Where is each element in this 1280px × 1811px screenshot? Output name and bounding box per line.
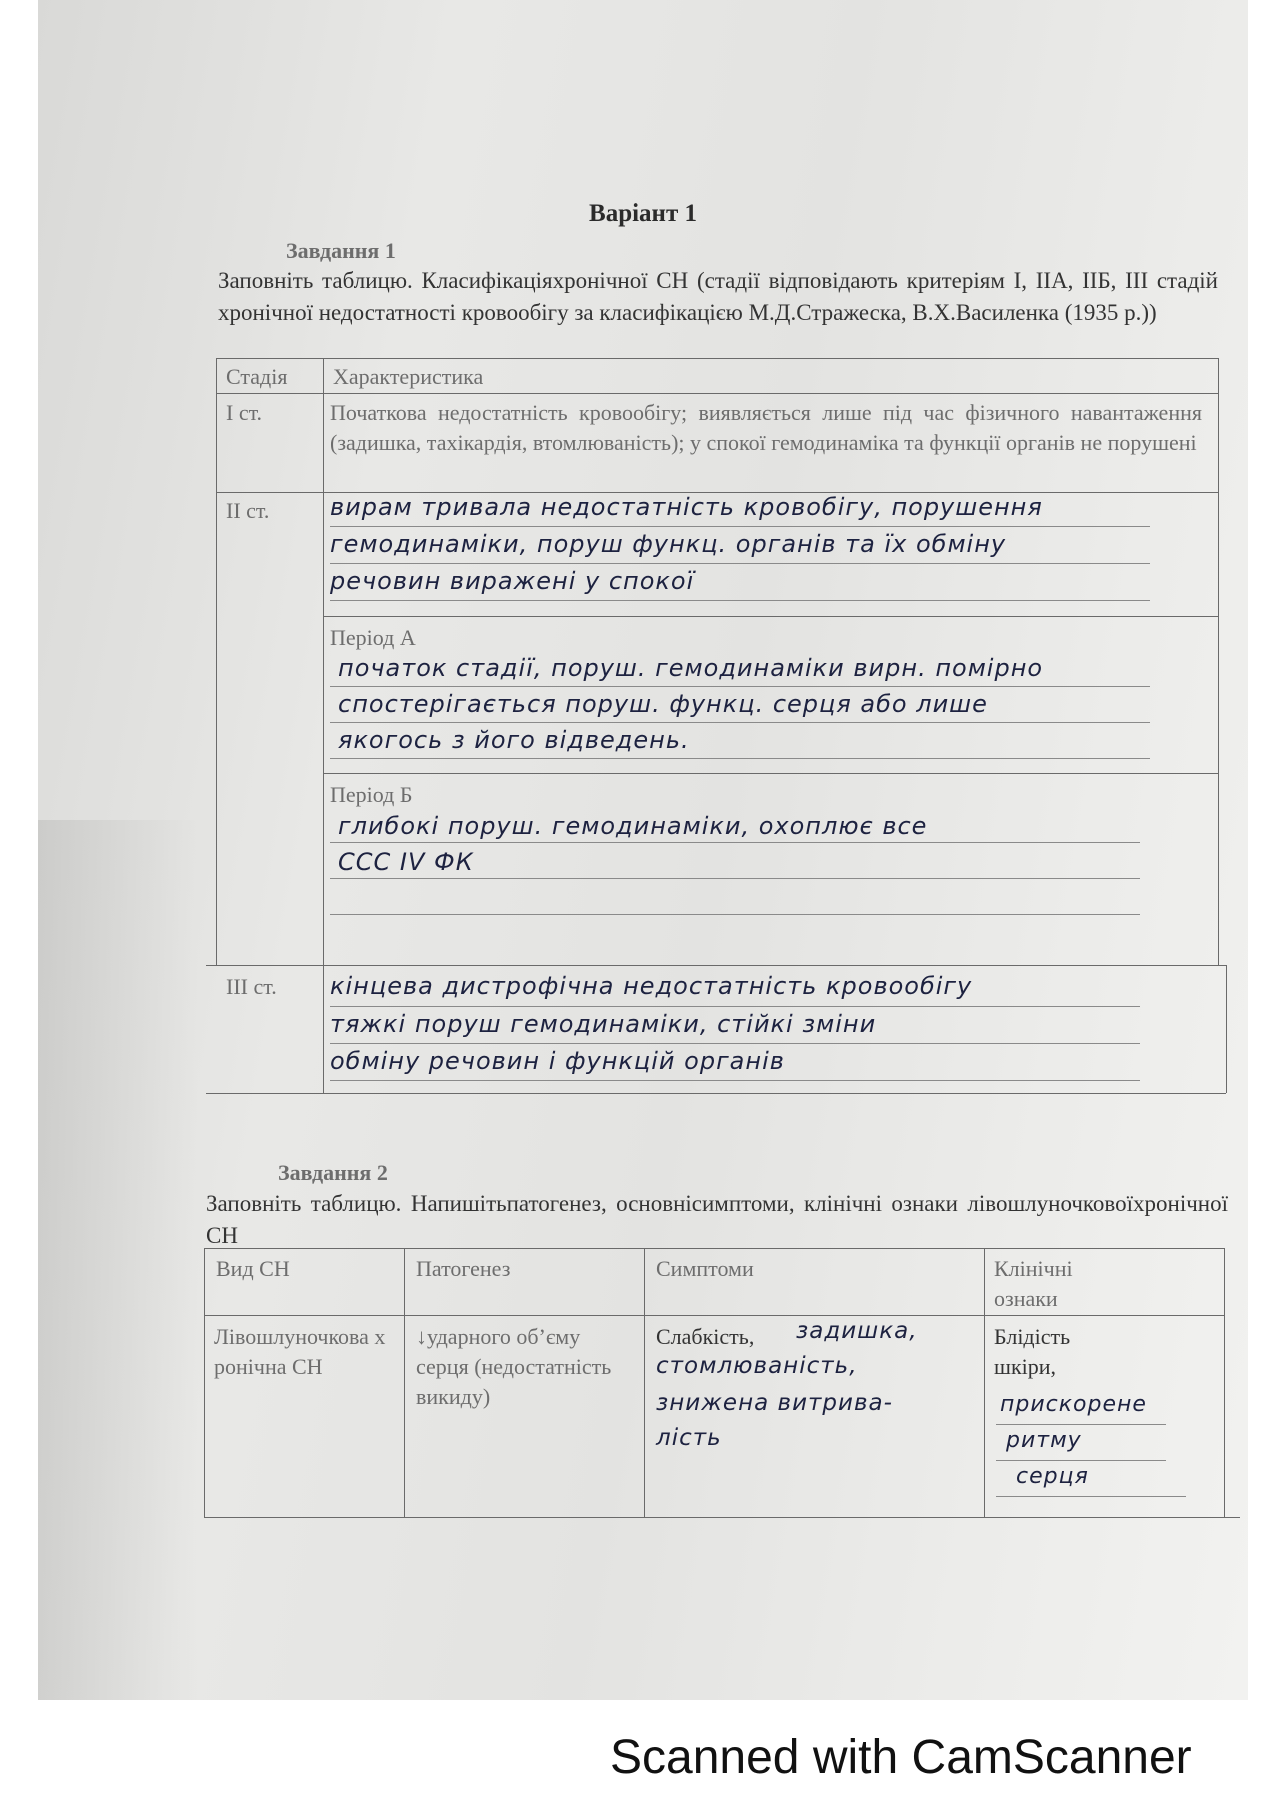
task1-instruction: Заповніть таблицю. Класифікаціяхронічної СН (стадії відповідають критеріям І, ІІА, ІІБ, ІІІ стадій хронічної недостатності кровообігу за класифікацією М.Д.Стражеска, В.Х.Василенка (1935 р.)): [218, 268, 1218, 325]
row-symptoms-printed: Слабкість,: [656, 1324, 755, 1349]
stage3-hand-line-2: тяжкі поруш гемодинаміки, стійкі зміни: [330, 1010, 877, 1038]
period-b-label: Період Б: [330, 782, 413, 807]
stage2-hand-line-2: гемодинаміки, поруш функц. органів та їх обміну: [330, 530, 1007, 558]
stage3-hand-line-3: обміну речовин і функцій органів: [330, 1047, 785, 1075]
page-shadow: [38, 820, 198, 1700]
row-symptoms-hand-1: задишка,: [796, 1318, 918, 1344]
variant-title: Варіант 1: [589, 200, 697, 227]
stage2-hand-line-1: вирам тривала недостатність кровобігу, порушення: [330, 493, 1043, 521]
row-signs-printed: Блідість шкіри,: [994, 1324, 1071, 1379]
header-type: Вид СН: [216, 1256, 290, 1281]
header-symptoms: Симптоми: [656, 1256, 754, 1281]
period-a-label: Період А: [330, 625, 416, 650]
task2-instruction: Заповніть таблицю. Напишітьпатогенез, основнісимптоми, клінічні ознаки лівошлуночковоїхронічної СН: [206, 1191, 1228, 1248]
header-characteristic: Характеристика: [333, 364, 484, 389]
stage2-hand-line-3: речовин виражені у спокої: [330, 567, 695, 595]
stage1-label: І ст.: [226, 400, 263, 425]
task1-title: Завдання 1: [286, 238, 396, 263]
task2-title: Завдання 2: [278, 1160, 388, 1185]
row-type: Лівошлуночкова хронічна СН: [214, 1324, 386, 1379]
row-symptoms-hand-2: стомлюваність,: [656, 1353, 858, 1379]
stage2-label: ІІ ст.: [226, 498, 270, 523]
row-signs-hand-3: серця: [1016, 1464, 1089, 1489]
stage1-text: Початкова недостатність кровообігу; виявляється лише під час фізичного навантаження (задишка, тахікардія, втомлюваність); у спокої гемодинаміка та функції органів не порушені: [330, 400, 1202, 455]
period-a-hand-line-1: початок стадії, поруш. гемодинаміки вирн. помірно: [338, 654, 1044, 682]
row-pathogenesis: ↓ударного об’єму серця (недостатність викиду): [416, 1324, 612, 1409]
header-signs: Клінічні ознаки: [994, 1256, 1073, 1311]
period-a-hand-line-3: якогось з його відведень.: [338, 726, 690, 754]
row-symptoms-hand-4: лість: [656, 1425, 722, 1451]
scanned-page: [38, 0, 1248, 1700]
row-signs-hand-2: ритму: [1006, 1428, 1082, 1453]
stage3-label: ІІІ ст.: [226, 974, 277, 999]
stage3-hand-line-1: кінцева дистрофічна недостатність кровообігу: [330, 972, 973, 1000]
header-pathogenesis: Патогенез: [416, 1256, 511, 1281]
scanner-watermark: Scanned with CamScanner: [610, 1731, 1192, 1784]
period-b-hand-line-2: ССС IV ФК: [338, 848, 474, 876]
period-b-hand-line-1: глибокі поруш. гемодинаміки, охоплює все: [338, 812, 928, 840]
row-symptoms-hand-3: знижена витрива-: [656, 1390, 893, 1416]
row-signs-hand-1: прискорене: [1000, 1392, 1147, 1417]
header-stage: Стадія: [226, 364, 288, 389]
period-a-hand-line-2: спостерігається поруш. функц. серця або лише: [338, 690, 988, 718]
